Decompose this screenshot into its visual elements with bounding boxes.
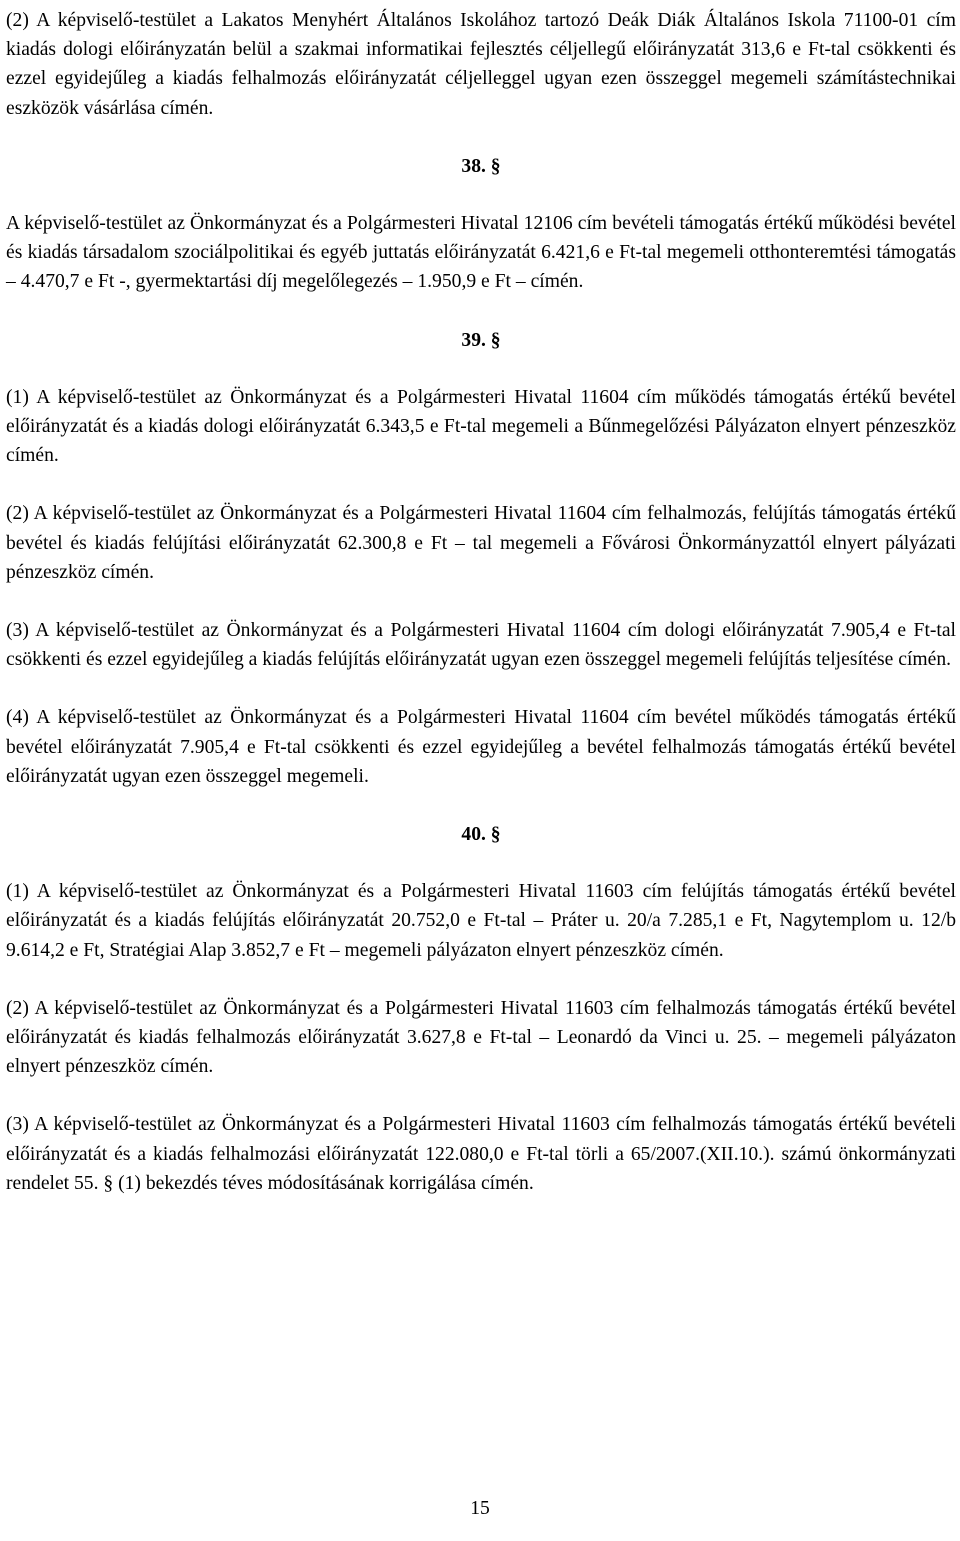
document-page <box>6 6 956 1198</box>
section-38-paragraph-1: A képviselő-testület az Önkormányzat és a Polgármesteri Hivatal 12106 cím bevételi támogatás értékű működési bevétel és kiadás társadalom szociálpolitikai és egyéb juttatás előirányzatát 6.421,6 e Ft-tal megemeli otthonteremtési támogatás – 4.470,7 e Ft -, gyermektartási díj megelőlegezés – 1.950,9 e Ft – címén. <box>6 213 956 293</box>
section-40-paragraph-3: (3) A képviselő-testület az Önkormányzat és a Polgármesteri Hivatal 11603 cím felhalmozás támogatás értékű bevételi előirányzatát és a kiadás felhalmozási előirányzatát 122.080,0 e Ft-tal törli a 65/2007.(XII.10.). számú önkormányzati rendelet 55. § (1) bekezdés téves módosításának korrigálása címén. <box>6 1114 956 1194</box>
section-heading-39: 39. § <box>461 329 501 351</box>
section-39-paragraph-4: (4) A képviselő-testület az Önkormányzat és a Polgármesteri Hivatal 11604 cím bevétel működés támogatás értékű bevétel előirányzatát 7.905,4 e Ft-tal csökkenti és ezzel egyidejűleg a bevétel felhalmozás támogatás értékű bevétel előirányzatát ugyan ezen összeggel megemeli. <box>6 707 956 787</box>
section-39-paragraph-2: (2) A képviselő-testület az Önkormányzat és a Polgármesteri Hivatal 11604 cím felhalmozás, felújítás támogatás értékű bevétel és kiadás felújítási előirányzatát 62.300,8 e Ft – tal megemeli a Fővárosi Önkormányzattól elnyert pályázati pénzeszköz címén. <box>6 503 956 583</box>
section-40-paragraph-1: (1) A képviselő-testület az Önkormányzat és a Polgármesteri Hivatal 11603 cím felújítás támogatás értékű bevétel előirányzatát és a kiadás felújítás előirányzatát 20.752,0 e Ft-tal – Práter u. 20/a 7.285,1 e Ft, Nagytemplom u. 12/b 9.614,2 e Ft, Stratégiai Alap 3.852,7 e Ft – megemeli pályázaton elnyert pénzeszköz címén. <box>6 881 956 961</box>
section-heading-38: 38. § <box>461 155 501 177</box>
section-39-paragraph-1: (1) A képviselő-testület az Önkormányzat és a Polgármesteri Hivatal 11604 cím működés támogatás értékű bevétel előirányzatát és a kiadás dologi előirányzatát 6.343,5 e Ft-tal megemeli a Bűnmegelőzési Pályázaton elnyert pénzeszköz címén. <box>6 386 956 467</box>
intro-paragraph: (2) A képviselő-testület a Lakatos Menyhért Általános Iskolához tartozó Deák Diák Általános Iskola 71100-01 cím kiadás dologi előirányzatán belül a szakmai informatikai fejlesztés céljellegű előirányzatát 313,6 e Ft-tal csökkenti és ezzel egyidejűleg a kiadás felhalmozás előirányzatát céljelleggel ugyan ezen összeggel megemeli számítástechnikai eszközök vásárlása címén. <box>6 10 956 119</box>
section-heading-40: 40. § <box>461 824 501 846</box>
page-number: 15 <box>470 1498 490 1519</box>
section-39-paragraph-3: (3) A képviselő-testület az Önkormányzat és a Polgármesteri Hivatal 11604 cím dologi előirányzatát 7.905,4 e Ft-tal csökkenti és ezzel egyidejűleg a kiadás felújítás előirányzatát ugyan ezen összeggel megemeli felújítás teljesítése címén. <box>6 620 956 671</box>
section-40-paragraph-2: (2) A képviselő-testület az Önkormányzat és a Polgármesteri Hivatal 11603 cím felhalmozás támogatás értékű bevétel előirányzatát és kiadás felhalmozás előirányzatát 3.627,8 e Ft-tal – Leonardó da Vinci u. 25. – megemeli pályázaton elnyert pénzeszköz címén. <box>6 997 956 1078</box>
